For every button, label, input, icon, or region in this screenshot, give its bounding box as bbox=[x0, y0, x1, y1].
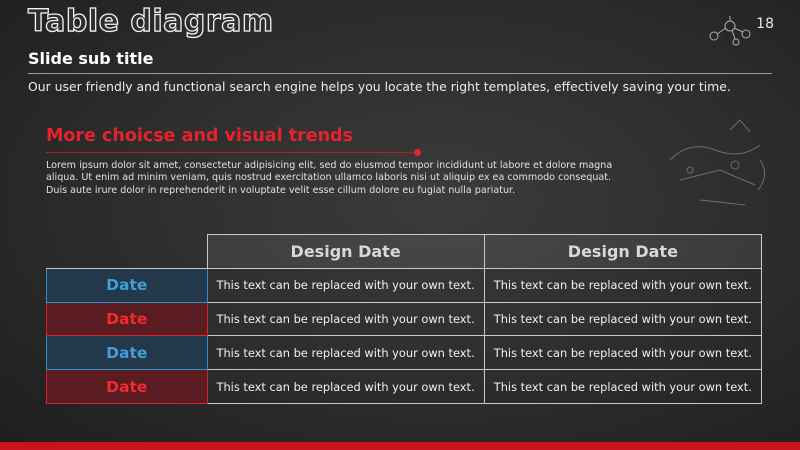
section-heading: More choicse and visual trends bbox=[46, 126, 353, 146]
table-cell: This text can be replaced with your own text. bbox=[207, 302, 484, 336]
heading-dot bbox=[414, 149, 421, 156]
row-label: Date bbox=[47, 336, 208, 370]
row-label: Date bbox=[47, 268, 208, 302]
table-cell: This text can be replaced with your own text. bbox=[484, 336, 761, 370]
table-cell: This text can be replaced with your own text. bbox=[207, 370, 484, 404]
title-divider bbox=[28, 73, 772, 74]
intro-text: Our user friendly and functional search engine helps you locate the right templates, effectively saving your time. bbox=[28, 79, 731, 94]
column-header: Design Date bbox=[207, 235, 484, 269]
table-cell: This text can be replaced with your own text. bbox=[207, 268, 484, 302]
data-table bbox=[46, 234, 762, 404]
table-cell: This text can be replaced with your own text. bbox=[207, 336, 484, 370]
table-cell: This text can be replaced with your own text. bbox=[484, 370, 761, 404]
page-number: 18 bbox=[756, 16, 774, 32]
molecule-doodle-icon bbox=[706, 14, 754, 48]
section-body: Lorem ipsum dolor sit amet, consectetur adipisicing elit, sed do eiusmod tempor incididunt ut labore et dolore magna aliqua. Ut enim ad minim veniam, quis nostrud exercitation ullamco laboris nisi ut aliquip ex ea commodo consequat. Duis aute irure dolor in reprehenderit in voluptate velit esse cillum dolore eu fugiat nulla pariatur. bbox=[46, 160, 613, 196]
row-label: Date bbox=[47, 302, 208, 336]
table-row bbox=[47, 268, 762, 302]
column-header: Design Date bbox=[484, 235, 761, 269]
slide-title: Table diagram bbox=[28, 4, 274, 39]
slide-sub-title: Slide sub title bbox=[28, 49, 154, 68]
table-cell: This text can be replaced with your own text. bbox=[484, 268, 761, 302]
table-row bbox=[47, 370, 762, 404]
table-header-row bbox=[47, 235, 762, 269]
chalk-doodle-icon bbox=[660, 110, 790, 220]
table-corner-cell bbox=[47, 235, 208, 269]
table-row bbox=[47, 302, 762, 336]
heading-divider bbox=[46, 152, 416, 153]
row-label: Date bbox=[47, 370, 208, 404]
table-diagram bbox=[46, 234, 762, 404]
footer-bar bbox=[0, 442, 800, 450]
table-row bbox=[47, 336, 762, 370]
table-cell: This text can be replaced with your own text. bbox=[484, 302, 761, 336]
